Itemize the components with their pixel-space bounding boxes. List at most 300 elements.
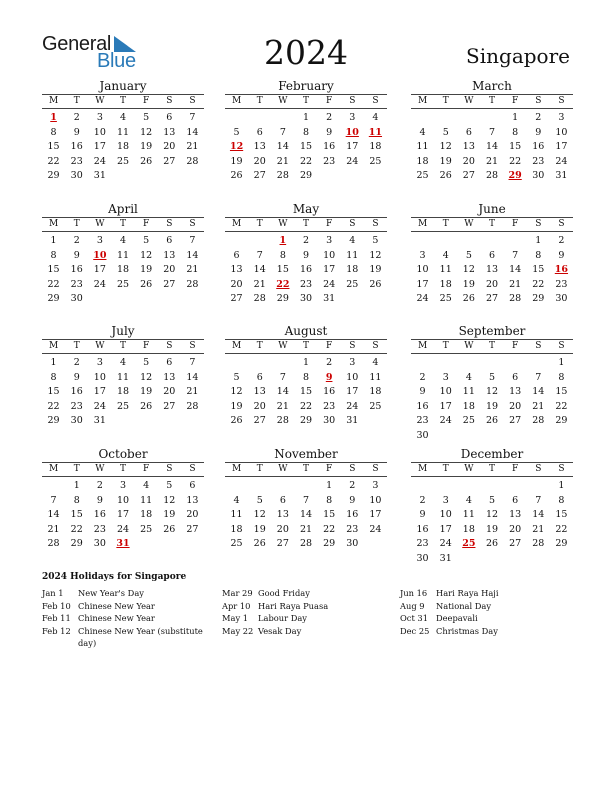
day-cell: 15 [299,386,313,397]
day-cell: 2 [73,112,80,123]
day-cell: 20 [509,400,522,412]
empty-cell [248,356,271,371]
day-cell: 4 [119,112,127,123]
day-cell: 21 [276,400,289,412]
day-cell: 21 [485,155,499,167]
day-cell: 20 [276,523,289,535]
weekday-header [411,94,573,109]
day-cell: 26 [163,523,176,535]
weekday-label: M [417,341,428,351]
holidays-list [42,572,572,648]
weekday-label: F [326,219,333,229]
day-cell: 20 [163,386,176,397]
weekday-label: T [442,219,449,229]
day-cell: 9 [73,126,80,138]
day-cell: 21 [186,264,199,275]
day-cell: 1 [50,357,57,368]
day-cell: 26 [140,155,153,167]
day-cell: 12 [163,494,176,506]
day-cell: 18 [116,141,130,152]
weekday-label: T [73,96,80,106]
day-cell: 5 [256,494,263,506]
day-cell: 2 [73,357,80,368]
empty-cell [271,356,294,371]
day-cell: 19 [163,509,176,520]
day-cell: 25 [230,538,243,549]
weekday-label: M [231,96,242,106]
day-cell: 25 [369,155,382,167]
day-cell: 6 [166,357,173,368]
day-cell: 3 [419,249,426,261]
day-cell: 16 [416,523,429,535]
day-cell: 7 [189,112,196,123]
day-cell: 29 [299,415,313,426]
day-cell: 13 [485,264,499,275]
weekday-label: S [166,341,173,351]
day-cell: 13 [253,141,266,152]
weekday-header [411,462,573,477]
day-cell: 11 [369,371,382,383]
day-cell: 1 [558,480,565,491]
month-january [42,79,204,184]
day-cell: 16 [70,264,83,275]
empty-cell [225,356,248,371]
holidays-title: 2024 Holidays for Singapore [42,572,187,582]
empty-cell [457,479,480,494]
month-february [225,79,387,184]
day-cell: 26 [230,170,243,181]
day-cell: 16 [70,386,83,397]
day-cell: 23 [323,400,336,412]
holiday-name: Chinese New Year (substitute day) [78,625,203,648]
holiday-day: 10 [345,126,359,138]
day-cell: 11 [116,371,130,383]
day-cell: 3 [96,112,103,123]
month-name: July [111,324,135,338]
day-cell: 7 [50,494,57,506]
day-cell: 7 [302,494,310,506]
empty-cell [248,234,271,249]
day-cell: 6 [512,494,519,506]
weekday-label: T [442,96,449,106]
day-cell: 17 [93,386,106,397]
day-cell: 31 [323,293,336,304]
day-grid [411,354,573,443]
day-cell: 7 [189,357,196,368]
weekday-label: F [512,96,519,106]
day-cell: 2 [535,112,542,123]
day-cell: 2 [302,235,310,246]
holiday-name: Labour Day [258,613,307,623]
weekday-label: F [143,464,150,474]
day-cell: 8 [326,494,333,506]
day-cell: 4 [465,494,472,506]
day-cell: 9 [302,249,310,261]
day-cell: 18 [346,264,359,275]
day-cell: 14 [186,126,199,138]
holiday-name: Deepavali [436,613,478,623]
weekday-label: W [464,464,474,474]
day-cell: 19 [485,400,499,412]
weekday-label: T [488,341,495,351]
empty-cell [434,234,457,249]
day-cell: 27 [509,538,522,549]
weekday-label: S [535,341,542,351]
day-cell: 31 [346,415,359,426]
holiday-date: Apr 10 [222,600,251,611]
weekday-header [411,339,573,354]
weekday-label: M [48,464,59,474]
day-cell: 4 [143,480,150,491]
day-cell: 14 [299,509,313,520]
day-cell: 25 [369,400,382,412]
holiday-name: Vesak Day [258,625,302,636]
day-cell: 8 [558,494,565,506]
day-cell: 5 [488,494,496,506]
weekday-label: S [558,464,565,474]
day-cell: 4 [119,357,127,368]
month-march [411,79,573,184]
day-cell: 11 [416,141,429,152]
day-cell: 14 [509,264,522,275]
day-cell: 30 [70,170,83,181]
day-cell: 16 [532,141,545,152]
day-cell: 5 [143,235,150,246]
day-cell: 3 [349,357,356,368]
day-cell: 8 [558,371,565,383]
day-cell: 17 [555,141,568,152]
weekday-label: T [488,219,495,229]
empty-cell [480,356,503,371]
day-cell: 5 [488,371,496,383]
day-cell: 27 [485,293,499,304]
day-cell: 6 [233,249,240,261]
month-september [411,324,573,443]
day-cell: 6 [279,494,286,506]
day-cell: 20 [253,155,266,167]
day-cell: 12 [462,264,475,275]
day-cell: 5 [372,235,379,246]
day-cell: 19 [369,264,382,275]
day-cell: 13 [509,509,522,520]
day-cell: 12 [439,141,452,152]
holiday-day: 9 [325,371,333,383]
day-cell: 30 [532,170,545,181]
day-cell: 3 [442,494,449,506]
day-cell: 14 [532,386,545,397]
day-cell: 15 [47,386,60,397]
day-cell: 9 [419,386,426,397]
day-cell: 19 [140,264,153,275]
empty-cell [271,479,294,494]
day-cell: 6 [465,126,472,138]
weekday-header [42,217,204,232]
weekday-label: W [278,219,288,229]
day-cell: 23 [323,155,336,167]
month-april [42,202,204,307]
day-cell: 30 [323,415,336,426]
empty-cell [411,234,434,249]
weekday-label: S [166,464,173,474]
day-cell: 9 [73,249,80,261]
weekday-label: F [143,341,150,351]
weekday-label: S [535,96,542,106]
day-cell: 5 [143,357,150,368]
day-cell: 17 [369,509,382,520]
holiday-date: Feb 12 [42,625,71,636]
day-cell: 6 [512,371,519,383]
holiday-date: Aug 9 [400,600,425,611]
day-cell: 24 [416,293,429,304]
day-cell: 28 [186,278,199,290]
day-cell: 1 [558,357,565,368]
day-cell: 19 [253,523,266,535]
day-cell: 16 [346,509,359,520]
holiday-name: National Day [436,600,492,611]
weekday-label: T [73,219,80,229]
day-cell: 17 [416,278,429,290]
weekday-label: W [95,219,105,229]
month-name: November [274,447,338,461]
weekday-label: F [326,464,333,474]
day-cell: 19 [140,141,153,152]
day-cell: 18 [462,400,475,412]
day-cell: 17 [93,141,106,152]
weekday-header [42,94,204,109]
day-cell: 5 [465,249,472,261]
day-cell: 31 [93,415,106,426]
day-cell: 15 [323,509,336,520]
day-cell: 26 [485,538,499,549]
day-cell: 1 [326,480,333,491]
day-cell: 9 [419,509,426,520]
day-cell: 5 [166,480,173,491]
day-cell: 7 [279,126,286,138]
day-cell: 29 [299,170,313,181]
day-cell: 4 [372,112,379,123]
month-august [225,324,387,429]
weekday-label: M [417,96,428,106]
day-cell: 27 [230,293,243,304]
weekday-label: F [512,219,519,229]
weekday-label: S [372,96,379,106]
day-cell: 10 [323,249,336,261]
day-cell: 13 [163,126,176,138]
weekday-label: S [558,219,565,229]
day-cell: 8 [50,249,57,261]
day-cell: 13 [509,386,522,397]
empty-cell [480,111,503,126]
weekday-label: S [558,341,565,351]
day-cell: 19 [439,155,452,167]
weekday-label: S [189,464,196,474]
day-cell: 22 [555,523,568,535]
day-cell: 2 [419,494,426,506]
month-may [225,202,387,307]
weekday-label: S [166,96,173,106]
day-cell: 18 [230,523,243,535]
day-cell: 25 [116,155,130,167]
day-cell: 4 [372,357,379,368]
day-cell: 28 [299,538,313,549]
day-cell: 19 [485,523,499,535]
day-cell: 26 [439,170,452,181]
day-cell: 21 [186,386,199,397]
day-cell: 14 [47,509,60,520]
weekday-label: T [302,464,309,474]
day-cell: 29 [276,293,289,304]
day-cell: 20 [186,509,199,520]
logo-text-general: General [42,33,112,55]
day-cell: 14 [186,249,199,261]
empty-cell [457,111,480,126]
weekday-label: M [417,219,428,229]
day-cell: 27 [163,278,176,290]
day-cell: 7 [535,494,542,506]
weekday-header [225,94,387,109]
day-cell: 16 [323,386,336,397]
day-cell: 17 [93,264,106,275]
weekday-label: S [349,219,356,229]
weekday-label: S [349,341,356,351]
day-cell: 3 [558,112,565,123]
holiday-day: 1 [50,112,57,123]
day-cell: 23 [346,523,359,535]
day-cell: 21 [532,400,545,412]
day-cell: 25 [140,523,153,535]
empty-cell [411,111,434,126]
weekday-label: T [442,341,449,351]
day-cell: 25 [346,278,359,290]
day-cell: 18 [439,278,452,290]
day-cell: 29 [323,538,336,549]
day-cell: 30 [346,538,359,549]
day-cell: 14 [186,371,199,383]
day-cell: 10 [439,509,452,520]
day-cell: 22 [532,278,545,290]
day-cell: 7 [535,371,542,383]
empty-cell [527,479,550,494]
day-cell: 6 [256,371,263,383]
weekday-label: T [119,341,126,351]
day-cell: 21 [532,523,545,535]
day-cell: 27 [462,170,475,181]
holiday-date: Oct 31 [400,613,428,623]
day-cell: 28 [532,415,545,426]
day-cell: 6 [488,249,496,261]
day-cell: 29 [555,415,568,426]
day-cell: 20 [163,264,176,275]
day-cell: 16 [93,509,106,520]
holiday-day: 10 [93,249,107,261]
day-cell: 18 [462,523,475,535]
day-cell: 29 [532,293,545,304]
day-cell: 23 [299,278,313,290]
day-cell: 8 [302,371,310,383]
day-cell: 15 [555,509,568,520]
day-grid [225,354,387,429]
day-cell: 1 [535,235,542,246]
day-cell: 27 [186,523,199,535]
empty-cell [271,111,294,126]
day-cell: 13 [186,494,199,506]
weekday-label: W [464,341,474,351]
day-cell: 10 [439,386,452,397]
empty-cell [434,356,457,371]
empty-cell [527,356,550,371]
day-cell: 6 [166,235,173,246]
day-cell: 25 [462,415,475,426]
day-cell: 16 [323,141,336,152]
day-cell: 8 [512,126,519,138]
weekday-label: M [48,96,59,106]
weekday-label: T [302,219,309,229]
day-cell: 11 [230,509,243,520]
day-grid [225,109,387,184]
day-cell: 26 [140,400,153,412]
holiday-date: Feb 10 [42,600,71,611]
day-cell: 29 [47,293,60,304]
day-cell: 14 [253,264,266,275]
day-cell: 5 [442,126,449,138]
day-cell: 28 [276,170,289,181]
weekday-label: M [231,341,242,351]
day-cell: 5 [233,126,240,138]
day-cell: 3 [349,112,356,123]
weekday-label: S [372,464,379,474]
weekday-label: T [119,219,126,229]
day-cell: 19 [230,155,243,167]
calendar-country: Singapore [466,44,570,68]
day-cell: 8 [73,494,80,506]
day-cell: 10 [93,126,106,138]
day-cell: 20 [509,523,522,535]
empty-cell [457,356,480,371]
day-cell: 2 [96,480,103,491]
day-cell: 25 [439,293,452,304]
day-grid [42,354,204,429]
empty-cell [225,111,248,126]
day-cell: 8 [50,126,57,138]
day-cell: 24 [346,400,359,412]
day-cell: 15 [70,509,83,520]
empty-cell [248,111,271,126]
day-cell: 24 [369,523,382,535]
day-cell: 23 [70,278,83,290]
day-cell: 20 [485,278,499,290]
day-grid [411,477,573,566]
day-cell: 29 [70,538,83,549]
weekday-label: T [302,96,309,106]
day-cell: 8 [279,249,286,261]
day-cell: 22 [555,400,568,412]
weekday-label: T [73,341,80,351]
day-cell: 22 [299,155,313,167]
weekday-label: S [189,341,196,351]
day-cell: 11 [439,264,452,275]
day-cell: 18 [116,264,130,275]
day-cell: 9 [73,371,80,383]
day-cell: 13 [276,509,289,520]
weekday-label: W [278,341,288,351]
day-cell: 1 [50,235,57,246]
holiday-day: 31 [116,538,130,549]
day-cell: 2 [73,235,80,246]
empty-cell [480,479,503,494]
empty-cell [434,111,457,126]
month-october [42,447,204,552]
day-cell: 12 [485,509,499,520]
